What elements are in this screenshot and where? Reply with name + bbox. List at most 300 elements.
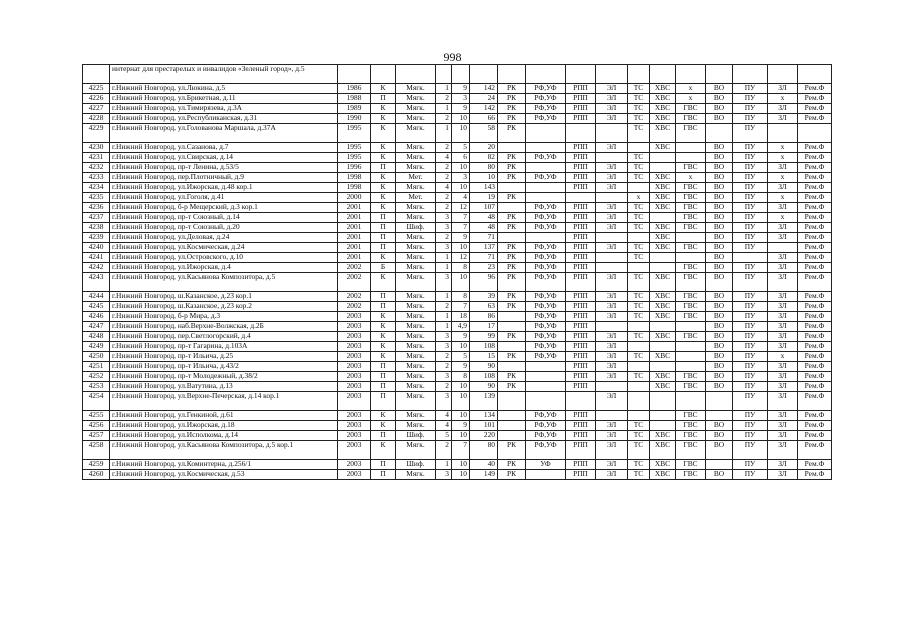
table-cell: 10 — [452, 163, 470, 173]
table-cell: 4 — [436, 411, 452, 421]
table-cell: 2000 — [338, 193, 371, 203]
table-cell: РФ,УФ — [526, 411, 566, 421]
row-number: 4232 — [83, 163, 110, 173]
table-cell: Мягк. — [396, 104, 436, 114]
table-cell: Мягк. — [396, 124, 436, 143]
address-cell: г.Нижний Новгород, ш.Казанское, д.23 кор.1 — [110, 292, 338, 302]
table-cell: ПУ — [733, 292, 768, 302]
table-cell: ЭЛ — [596, 243, 628, 253]
table-cell: К — [371, 143, 396, 153]
table-cell: 1 — [436, 263, 452, 273]
table-cell: 10 — [452, 114, 470, 124]
table-cell: ВО — [706, 322, 733, 332]
table-cell: ТС — [628, 114, 650, 124]
table-cell: 101 — [470, 421, 498, 431]
table-cell: РК — [498, 253, 526, 263]
row-number: 4252 — [83, 372, 110, 382]
table-cell: 1 — [436, 292, 452, 302]
table-cell: ЭЛ — [596, 173, 628, 183]
table-cell: ХВС — [650, 312, 676, 322]
table-cell: ВО — [706, 302, 733, 312]
table-cell — [628, 411, 650, 421]
table-cell: 17 — [470, 322, 498, 332]
table-cell: ПУ — [733, 372, 768, 382]
table-cell: РПП — [566, 263, 596, 273]
table-cell — [498, 342, 526, 352]
table-cell: ЭЛ — [596, 460, 628, 470]
table-cell: Мягк. — [396, 243, 436, 253]
table-cell: ПУ — [733, 84, 768, 94]
table-row — [83, 431, 832, 441]
table-cell: ТС — [628, 292, 650, 302]
table-cell: РПП — [566, 94, 596, 104]
table-cell: ГВС — [676, 292, 706, 302]
table-cell: ПУ — [733, 114, 768, 124]
table-cell: П — [371, 243, 396, 253]
table-cell: 23 — [470, 263, 498, 273]
table-cell: х — [676, 173, 706, 183]
table-cell: 2003 — [338, 431, 371, 441]
table-cell: ГВС — [676, 411, 706, 421]
table-cell: 143 — [470, 183, 498, 193]
table-cell: ТС — [628, 372, 650, 382]
table-cell: ЗЛ — [768, 104, 798, 114]
table-cell — [798, 65, 832, 84]
table-cell: 108 — [470, 342, 498, 352]
table-cell: 2003 — [338, 362, 371, 372]
table-cell: х — [768, 94, 798, 104]
table-cell — [526, 143, 566, 153]
table-cell: П — [371, 460, 396, 470]
table-cell — [526, 65, 566, 84]
table-cell: ХВС — [650, 243, 676, 253]
table-cell: РФ,УФ — [526, 104, 566, 114]
table-row — [83, 322, 832, 332]
table-cell: Мягк. — [396, 382, 436, 392]
row-number: 4234 — [83, 183, 110, 193]
table-cell — [498, 392, 526, 411]
table-cell: 1 — [436, 104, 452, 114]
table-cell: Шиф. — [396, 431, 436, 441]
table-cell: 10 — [452, 273, 470, 292]
table-cell: х — [676, 94, 706, 104]
table-cell — [498, 411, 526, 421]
table-cell: ХВС — [650, 173, 676, 183]
address-cell: г.Нижний Новгород, ул.Республиканская, д.31 — [110, 114, 338, 124]
table-cell: РПП — [566, 243, 596, 253]
table-cell: РФ,УФ — [526, 223, 566, 233]
table-cell: Мет. — [396, 193, 436, 203]
table-cell: ВО — [706, 143, 733, 153]
table-cell: ПУ — [733, 431, 768, 441]
table-cell: Рем.Ф — [798, 312, 832, 322]
table-cell: РК — [498, 273, 526, 292]
table-cell: 2003 — [338, 312, 371, 322]
table-cell — [526, 193, 566, 203]
table-cell: ЭЛ — [596, 421, 628, 431]
address-cell: г.Нижний Новгород, ул.Ижорская, д.48 кор.1 — [110, 183, 338, 193]
table-cell: 108 — [470, 372, 498, 382]
address-cell: г.Нижний Новгород, б-р Мира, д.3 — [110, 312, 338, 322]
row-number: 4253 — [83, 382, 110, 392]
table-cell: РК — [498, 153, 526, 163]
table-cell: П — [371, 213, 396, 223]
address-cell: г.Нижний Новгород, ул.Космическая, д.24 — [110, 243, 338, 253]
table-cell: ПУ — [733, 143, 768, 153]
table-cell: ТС — [628, 203, 650, 213]
table-cell: РК — [498, 84, 526, 94]
table-cell: 3 — [436, 372, 452, 382]
table-cell: ЗЛ — [768, 273, 798, 292]
table-cell: 2003 — [338, 342, 371, 352]
table-cell: К — [371, 173, 396, 183]
table-row — [83, 411, 832, 421]
table-cell: РФ,УФ — [526, 84, 566, 94]
table-row — [83, 392, 832, 411]
table-cell: К — [371, 352, 396, 362]
table-cell: РФ,УФ — [526, 153, 566, 163]
table-cell: ТС — [628, 273, 650, 292]
table-cell: Рем.Ф — [798, 153, 832, 163]
table-cell: РК — [498, 470, 526, 480]
table-cell: К — [371, 183, 396, 193]
table-cell: х — [768, 352, 798, 362]
table-cell: ПУ — [733, 460, 768, 470]
table-cell: П — [371, 302, 396, 312]
table-cell — [498, 65, 526, 84]
table-cell: РК — [498, 104, 526, 114]
table-cell: РК — [498, 193, 526, 203]
table-cell: 142 — [470, 104, 498, 114]
table-cell: ХВС — [650, 332, 676, 342]
table-cell: К — [371, 84, 396, 94]
table-cell: ВО — [706, 352, 733, 362]
address-cell: г.Нижний Новгород, ул.Свирская, д.14 — [110, 153, 338, 163]
table-cell: ЗЛ — [768, 253, 798, 263]
table-cell: Мягк. — [396, 203, 436, 213]
table-cell: Рем.Ф — [798, 203, 832, 213]
table-cell: 9 — [452, 84, 470, 94]
address-cell: г.Нижний Новгород, ул.Островского, д.10 — [110, 253, 338, 263]
table-cell — [650, 362, 676, 372]
table-cell: РК — [498, 213, 526, 223]
table-cell: ГВС — [676, 193, 706, 203]
table-row — [83, 253, 832, 263]
table-cell: ПУ — [733, 342, 768, 352]
table-cell: ТС — [628, 94, 650, 104]
table-cell — [676, 352, 706, 362]
table-cell: 2002 — [338, 263, 371, 273]
table-cell: ТС — [628, 153, 650, 163]
table-cell: Рем.Ф — [798, 233, 832, 243]
table-cell — [83, 65, 110, 84]
table-cell: ГВС — [676, 382, 706, 392]
table-cell: Мягк. — [396, 372, 436, 382]
table-cell: РПП — [566, 183, 596, 193]
table-cell: РК — [498, 124, 526, 143]
table-cell: РПП — [566, 223, 596, 233]
table-cell: Рем.Ф — [798, 94, 832, 104]
table-cell: ЭЛ — [596, 223, 628, 233]
table-cell — [566, 392, 596, 411]
table-cell — [650, 342, 676, 352]
table-cell: ВО — [706, 104, 733, 114]
row-number: 4238 — [83, 223, 110, 233]
table-cell: 86 — [470, 312, 498, 322]
table-cell: 2003 — [338, 441, 371, 460]
table-cell: ХВС — [650, 431, 676, 441]
address-cell: г.Нижний Новгород, ул.Гоголя, д.41 — [110, 193, 338, 203]
table-cell: Рем.Ф — [798, 193, 832, 203]
table-cell: ХВС — [650, 94, 676, 104]
table-cell: 2003 — [338, 470, 371, 480]
table-cell: РК — [498, 243, 526, 253]
table-cell: ВО — [706, 223, 733, 233]
table-cell: 5 — [436, 431, 452, 441]
table-cell: ХВС — [650, 84, 676, 94]
table-cell: РФ,УФ — [526, 441, 566, 460]
table-cell — [650, 263, 676, 273]
table-cell — [676, 143, 706, 153]
table-cell — [676, 233, 706, 243]
table-cell: ГВС — [676, 312, 706, 322]
table-cell: РФ,УФ — [526, 322, 566, 332]
table-row — [83, 273, 832, 292]
table-cell — [596, 263, 628, 273]
table-cell: Мет. — [396, 173, 436, 183]
table-row — [83, 94, 832, 104]
table-cell: ЗЛ — [768, 372, 798, 382]
table-cell: РФ,УФ — [526, 352, 566, 362]
table-cell: 2003 — [338, 352, 371, 362]
table-cell: К — [371, 114, 396, 124]
table-cell — [798, 124, 832, 143]
table-cell: ГВС — [676, 431, 706, 441]
row-number: 4231 — [83, 153, 110, 163]
table-cell: Мягк. — [396, 183, 436, 193]
table-cell: 2003 — [338, 382, 371, 392]
address-cell: г.Нижний Новгород, ул.Генкиной, д.61 — [110, 411, 338, 421]
table-cell — [526, 382, 566, 392]
table-cell — [526, 362, 566, 372]
table-cell: ПУ — [733, 163, 768, 173]
table-cell: 71 — [470, 253, 498, 263]
table-cell: ХВС — [650, 441, 676, 460]
table-cell: ВО — [706, 342, 733, 352]
table-row — [83, 203, 832, 213]
table-cell: х — [676, 84, 706, 94]
table-cell: 3 — [436, 213, 452, 223]
table-cell: Мягк. — [396, 114, 436, 124]
table-cell: 66 — [470, 114, 498, 124]
row-number: 4250 — [83, 352, 110, 362]
table-cell: РПП — [566, 153, 596, 163]
table-cell: Рем.Ф — [798, 460, 832, 470]
row-number: 4245 — [83, 302, 110, 312]
table-cell: ТС — [628, 421, 650, 431]
table-cell: Шиф. — [396, 460, 436, 470]
table-cell: 5 — [452, 143, 470, 153]
table-cell: РФ,УФ — [526, 302, 566, 312]
table-cell: ГВС — [676, 163, 706, 173]
table-row — [83, 292, 832, 302]
table-cell — [436, 65, 452, 84]
table-cell: ЭЛ — [596, 332, 628, 342]
table-cell: 10 — [452, 392, 470, 411]
table-cell: Рем.Ф — [798, 163, 832, 173]
table-cell: ХВС — [650, 183, 676, 193]
table-cell — [338, 65, 371, 84]
address-cell: г.Нижний Новгород, ул.Ватутина, д.13 — [110, 382, 338, 392]
table-cell: ХВС — [650, 292, 676, 302]
row-number: 4258 — [83, 441, 110, 460]
table-cell — [596, 253, 628, 263]
table-cell: РПП — [566, 233, 596, 243]
table-cell: Рем.Ф — [798, 302, 832, 312]
table-cell: ЭЛ — [596, 213, 628, 223]
table-cell: ТС — [628, 124, 650, 143]
table-cell: ТС — [628, 441, 650, 460]
table-cell: РК — [498, 382, 526, 392]
address-cell: г.Нижний Новгород, ул.Тимирязева, д.3А — [110, 104, 338, 114]
table-cell: 2003 — [338, 411, 371, 421]
table-cell: х — [628, 193, 650, 203]
table-cell: ХВС — [650, 372, 676, 382]
table-cell: К — [371, 273, 396, 292]
table-cell: ВО — [706, 362, 733, 372]
table-cell: РФ,УФ — [526, 114, 566, 124]
table-cell — [526, 392, 566, 411]
table-cell: РК — [498, 263, 526, 273]
table-cell: 7 — [452, 213, 470, 223]
table-cell: х — [768, 193, 798, 203]
table-cell: 3 — [436, 332, 452, 342]
table-cell: ПУ — [733, 322, 768, 332]
table-cell: РПП — [566, 143, 596, 153]
table-cell: ВО — [706, 441, 733, 460]
table-cell: ВО — [706, 153, 733, 163]
table-cell: РПП — [566, 104, 596, 114]
table-row — [83, 124, 832, 143]
table-row — [83, 153, 832, 163]
table-cell — [676, 253, 706, 263]
table-row — [83, 441, 832, 460]
table-cell: РПП — [566, 163, 596, 173]
table-cell: П — [371, 470, 396, 480]
address-cell: г.Нижний Новгород, пр-т Ильича, д.43/2 — [110, 362, 338, 372]
continuation-text: интернат для престарелых и инвалидов «Зеленый город», д.5 — [110, 65, 338, 84]
table-cell — [650, 65, 676, 84]
table-cell — [706, 392, 733, 411]
table-cell: ПУ — [733, 243, 768, 253]
table-cell: 2003 — [338, 392, 371, 411]
table-cell: 2 — [436, 233, 452, 243]
table-cell: ПУ — [733, 183, 768, 193]
table-cell: К — [371, 342, 396, 352]
address-cell: г.Нижний Новгород, пер.Светлогорский, д.4 — [110, 332, 338, 342]
table-cell: РФ,УФ — [526, 173, 566, 183]
table-cell: Мягк. — [396, 362, 436, 372]
table-cell: 149 — [470, 470, 498, 480]
table-row — [83, 84, 832, 94]
table-cell: ВО — [706, 470, 733, 480]
table-cell: ЗЛ — [768, 203, 798, 213]
table-cell — [596, 193, 628, 203]
table-cell: РК — [498, 292, 526, 302]
table-cell — [498, 421, 526, 431]
table-cell: 2001 — [338, 223, 371, 233]
table-cell: 3 — [436, 243, 452, 253]
address-cell: г.Нижний Новгород, ул.Коминтерна, д.256/1 — [110, 460, 338, 470]
housing-register-table — [82, 64, 832, 480]
table-cell: 10 — [452, 431, 470, 441]
table-cell: ЗЛ — [768, 292, 798, 302]
table-cell: ТС — [628, 223, 650, 233]
table-cell — [526, 163, 566, 173]
table-cell: ГВС — [676, 203, 706, 213]
table-cell: 1 — [436, 460, 452, 470]
table-cell: ЭЛ — [596, 104, 628, 114]
table-cell — [706, 460, 733, 470]
table-cell — [596, 65, 628, 84]
table-cell — [396, 65, 436, 84]
table-cell: ЭЛ — [596, 94, 628, 104]
table-cell: ГВС — [676, 421, 706, 431]
address-cell: г.Нижний Новгород, ул.Касьянова Композитора, д.5 — [110, 273, 338, 292]
table-cell: РК — [498, 302, 526, 312]
row-number: 4260 — [83, 470, 110, 480]
table-cell: Мягк. — [396, 392, 436, 411]
table-cell: Рем.Ф — [798, 213, 832, 223]
table-cell — [650, 213, 676, 223]
table-cell: Мягк. — [396, 441, 436, 460]
table-cell — [566, 65, 596, 84]
table-cell: 48 — [470, 223, 498, 233]
table-cell: ГВС — [676, 183, 706, 193]
table-cell: РПП — [566, 114, 596, 124]
table-cell — [650, 392, 676, 411]
table-cell: Мягк. — [396, 322, 436, 332]
table-cell: 5 — [452, 352, 470, 362]
table-row — [83, 143, 832, 153]
table-cell: Рем.Ф — [798, 372, 832, 382]
address-cell: г.Нижний Новгород, ул.Верхне-Печерская, д.14 кор.1 — [110, 392, 338, 411]
table-cell: РПП — [566, 253, 596, 263]
table-cell: ТС — [628, 332, 650, 342]
table-cell — [676, 322, 706, 332]
table-cell: Мягк. — [396, 332, 436, 342]
table-cell — [596, 153, 628, 163]
table-cell: 4 — [436, 421, 452, 431]
table-cell: ГВС — [676, 441, 706, 460]
table-cell: ПУ — [733, 193, 768, 203]
table-cell: ТС — [628, 352, 650, 362]
table-cell: ВО — [706, 163, 733, 173]
table-cell: РФ,УФ — [526, 431, 566, 441]
table-cell: РФ,УФ — [526, 203, 566, 213]
table-cell: 2 — [436, 114, 452, 124]
table-cell: ЭЛ — [596, 143, 628, 153]
row-number: 4257 — [83, 431, 110, 441]
table-cell: ЭЛ — [596, 84, 628, 94]
table-cell: ТС — [628, 84, 650, 94]
row-number: 4225 — [83, 84, 110, 94]
table-cell: 10 — [452, 243, 470, 253]
table-cell: ЭЛ — [596, 302, 628, 312]
row-number: 4228 — [83, 114, 110, 124]
table-cell: ПУ — [733, 153, 768, 163]
table-cell: П — [371, 372, 396, 382]
